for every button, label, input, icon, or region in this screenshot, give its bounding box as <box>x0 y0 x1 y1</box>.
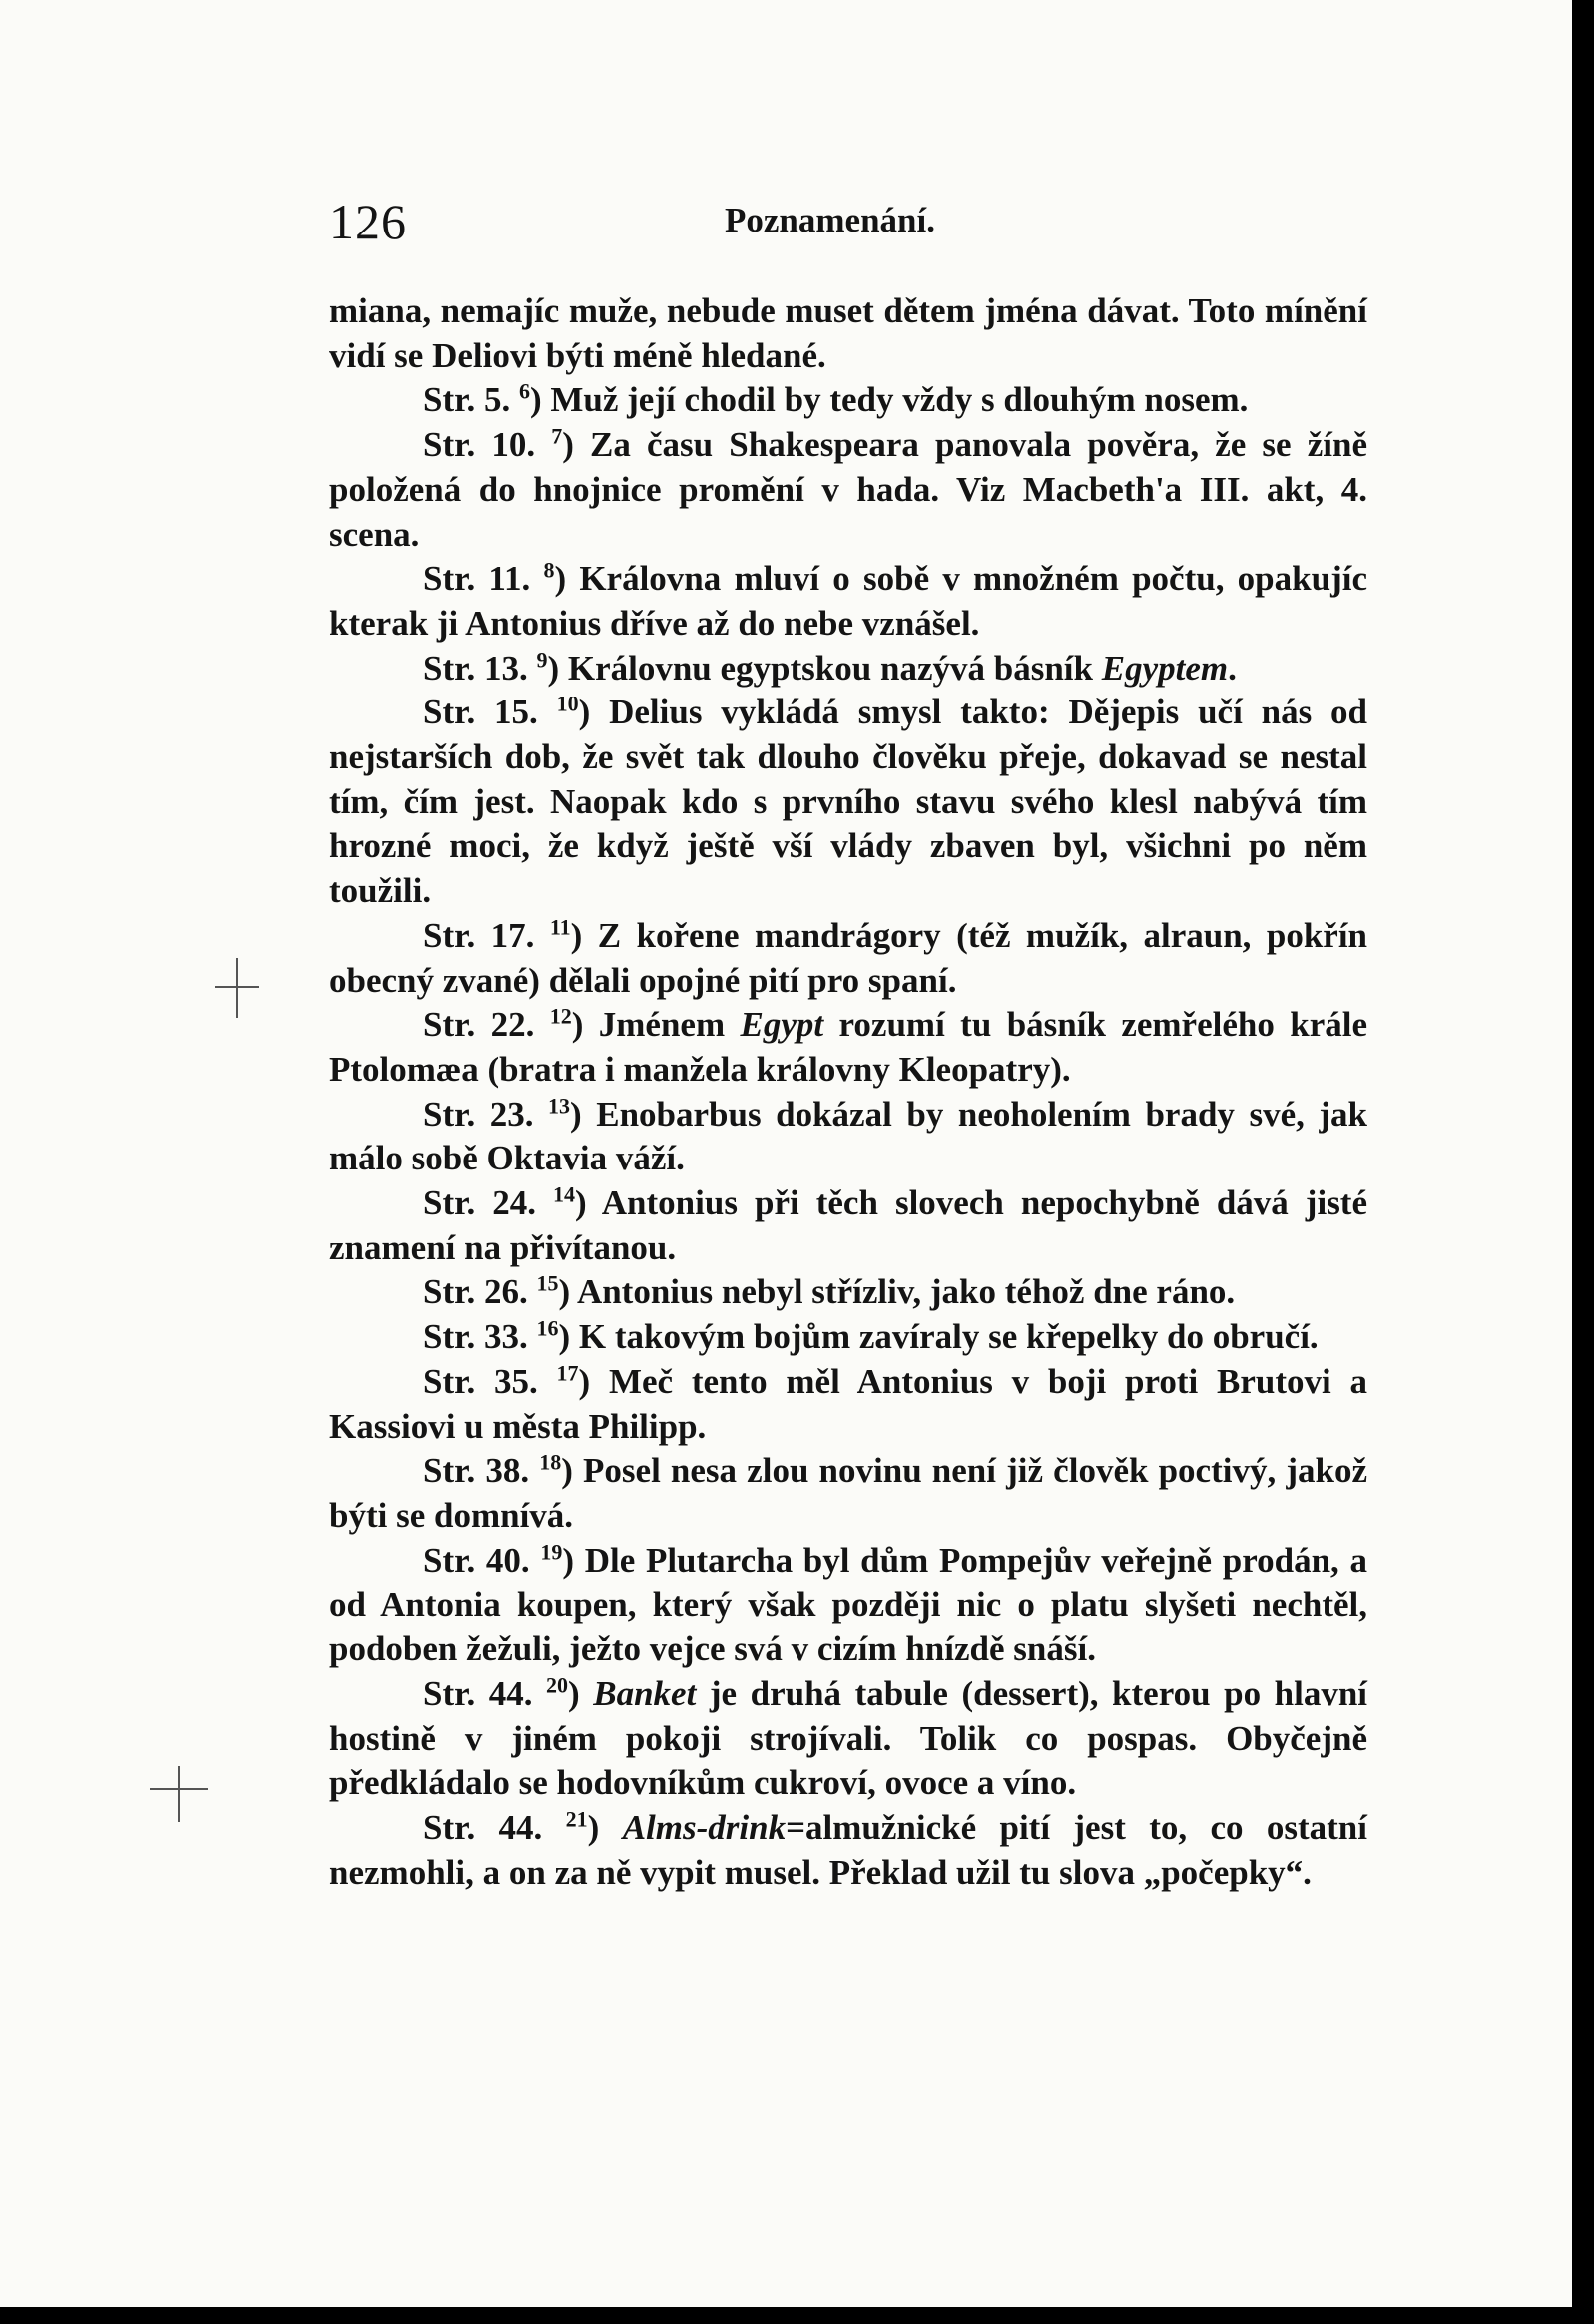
note-paragraph-6: Str. 5. $^6$) Muž její chodil by tedy vždy s dlouhým nosem. <box>423 378 1249 420</box>
page-reference: Str. 44. <box>423 1673 533 1713</box>
note-paragraph-8: Str. 11. $^8$) Královna mluví o sobě v množném počtu, opakujíc kterak ji Antonius dříve až do nebe vznášel. <box>329 557 1367 643</box>
running-head: Poznamenání. <box>725 201 935 239</box>
page-reference: Str. 33. <box>423 1317 528 1357</box>
footnote-number: 19 <box>540 1539 563 1565</box>
note-paragraph-21: Str. 44. $^{21}$) Alms-drink=almužnické pití jest to, co ostatní nezmohli, a on za ně vypit musel. Překlad užil tu slova „počepky“. <box>329 1806 1367 1892</box>
footnote-number: 12 <box>549 1003 572 1029</box>
footnote-number: 13 <box>548 1093 571 1118</box>
notes-text-block <box>329 289 1367 1895</box>
footnote-number: 15 <box>536 1270 559 1296</box>
page-reference: Str. 44. <box>423 1807 543 1847</box>
crop-mark-vertical <box>236 958 238 1018</box>
note-paragraph-10: Str. 15. $^{10}$) Delius vykládá smysl takto: Dějepis učí nás od nejstarších dob, že svět tak dlouho člověku přeje, dokavad se nestal tím, čím jest. Naopak kdo s prvního stavu svého klesl nabývá tím hrozné moci, že když ještě vší vlády zbaven byl, všichni po něm toužili. <box>329 691 1368 911</box>
note-paragraph-15: Str. 26. $^{15}$) Antonius nebyl střízliv, jako téhož dne ráno. <box>423 1270 1236 1312</box>
page-reference: Str. 38. <box>423 1451 530 1491</box>
footnote-number: 9 <box>536 646 548 672</box>
note-paragraph-11: Str. 17. $^{11}$) Z kořene mandrágory (též mužík, alraun, pokřín obecný zvané) dělali opojné pití pro spaní. <box>329 914 1368 1000</box>
note-paragraph-13: Str. 23. $^{13}$) Enobarbus dokázal by neoholením brady své, jak málo sobě Oktavia váží. <box>329 1093 1368 1178</box>
footnote-number: 7 <box>551 423 563 449</box>
footnote-number: 20 <box>546 1672 569 1698</box>
page-reference: Str. 15. <box>423 693 538 732</box>
footnote-number: 21 <box>565 1806 588 1832</box>
footnote-number: 16 <box>536 1315 559 1341</box>
footnote-number: 6 <box>518 378 530 404</box>
page-reference: Str. 17. <box>423 915 535 955</box>
note-paragraph-7: Str. 10. $^7$) Za času Shakespeara panovala pověra, že se žíně položená do hnojnice promění v hada. Viz Macbeth'a III. akt, 4. scena. <box>329 423 1367 554</box>
note-paragraph-19: Str. 40. $^{19}$) Dle Plutarcha byl dům Pompejův veřejně prodán, a od Antonia koupen, který však později nic o platu slyšeti nechtěl, podoben žežuli, ježto vejce svá v cizím hnízdě snáší. <box>329 1539 1368 1669</box>
crop-mark-vertical <box>178 1766 180 1822</box>
note-paragraph-12: Str. 22. $^{12}$) Jménem Egypt rozumí tu básník zemřelého krále Ptolomæa (bratra i manžela královny Kleopatry). <box>329 1003 1367 1089</box>
footnote-number: 18 <box>539 1449 562 1475</box>
note-paragraph-18: Str. 38. $^{18}$) Posel nesa zlou novinu není již člověk poctivý, jakož býti se domnívá. <box>329 1449 1368 1535</box>
footnote-number: 14 <box>553 1181 576 1207</box>
note-paragraph-14: Str. 24. $^{14}$) Antonius při těch slovech nepochybně dává jisté znamení na přivítanou. <box>329 1181 1367 1267</box>
footnote-number: 10 <box>556 691 579 716</box>
note-paragraph-16: Str. 33. $^{16}$) K takovým bojům zavíraly se křepelky do obručí. <box>423 1315 1319 1357</box>
page-reference: Str. 10. <box>423 425 536 465</box>
page-reference: Str. 35. <box>423 1361 538 1401</box>
page-reference: Str. 22. <box>423 1005 535 1045</box>
page-reference: Str. 5. <box>423 380 511 420</box>
footnote-number: 17 <box>556 1360 579 1386</box>
page-reference: Str. 26. <box>423 1272 528 1312</box>
page-reference: Str. 24. <box>423 1183 536 1223</box>
page-reference: Str. 13. <box>423 648 528 688</box>
page-number: 126 <box>329 194 407 249</box>
note-paragraph-continuation: miana, nemajíc muže, nebude muset dětem jména dávat. Toto mínění vidí se Deliovi býti méně hledané. <box>329 291 1367 375</box>
note-paragraph-9: Str. 13. $^9$) Královnu egyptskou nazývá básník Egyptem. <box>423 646 1237 688</box>
page-reference: Str. 23. <box>423 1094 534 1134</box>
note-paragraph-17: Str. 35. $^{17}$) Meč tento měl Antonius v boji proti Brutovi a Kassiovi u města Philipp. <box>329 1360 1368 1446</box>
footnote-number: 8 <box>543 557 555 583</box>
page-reference: Str. 40. <box>423 1540 530 1580</box>
page-reference: Str. 11. <box>423 559 531 599</box>
note-paragraph-20: Str. 44. $^{20}$) Banket je druhá tabule (dessert), kterou po hlavní hostině v jiném pokoji strojívali. Tolik co pospas. Obyčejně předkládalo se hodovníkům cukroví, ovoce a víno. <box>329 1672 1368 1803</box>
footnote-number: 11 <box>549 914 571 940</box>
